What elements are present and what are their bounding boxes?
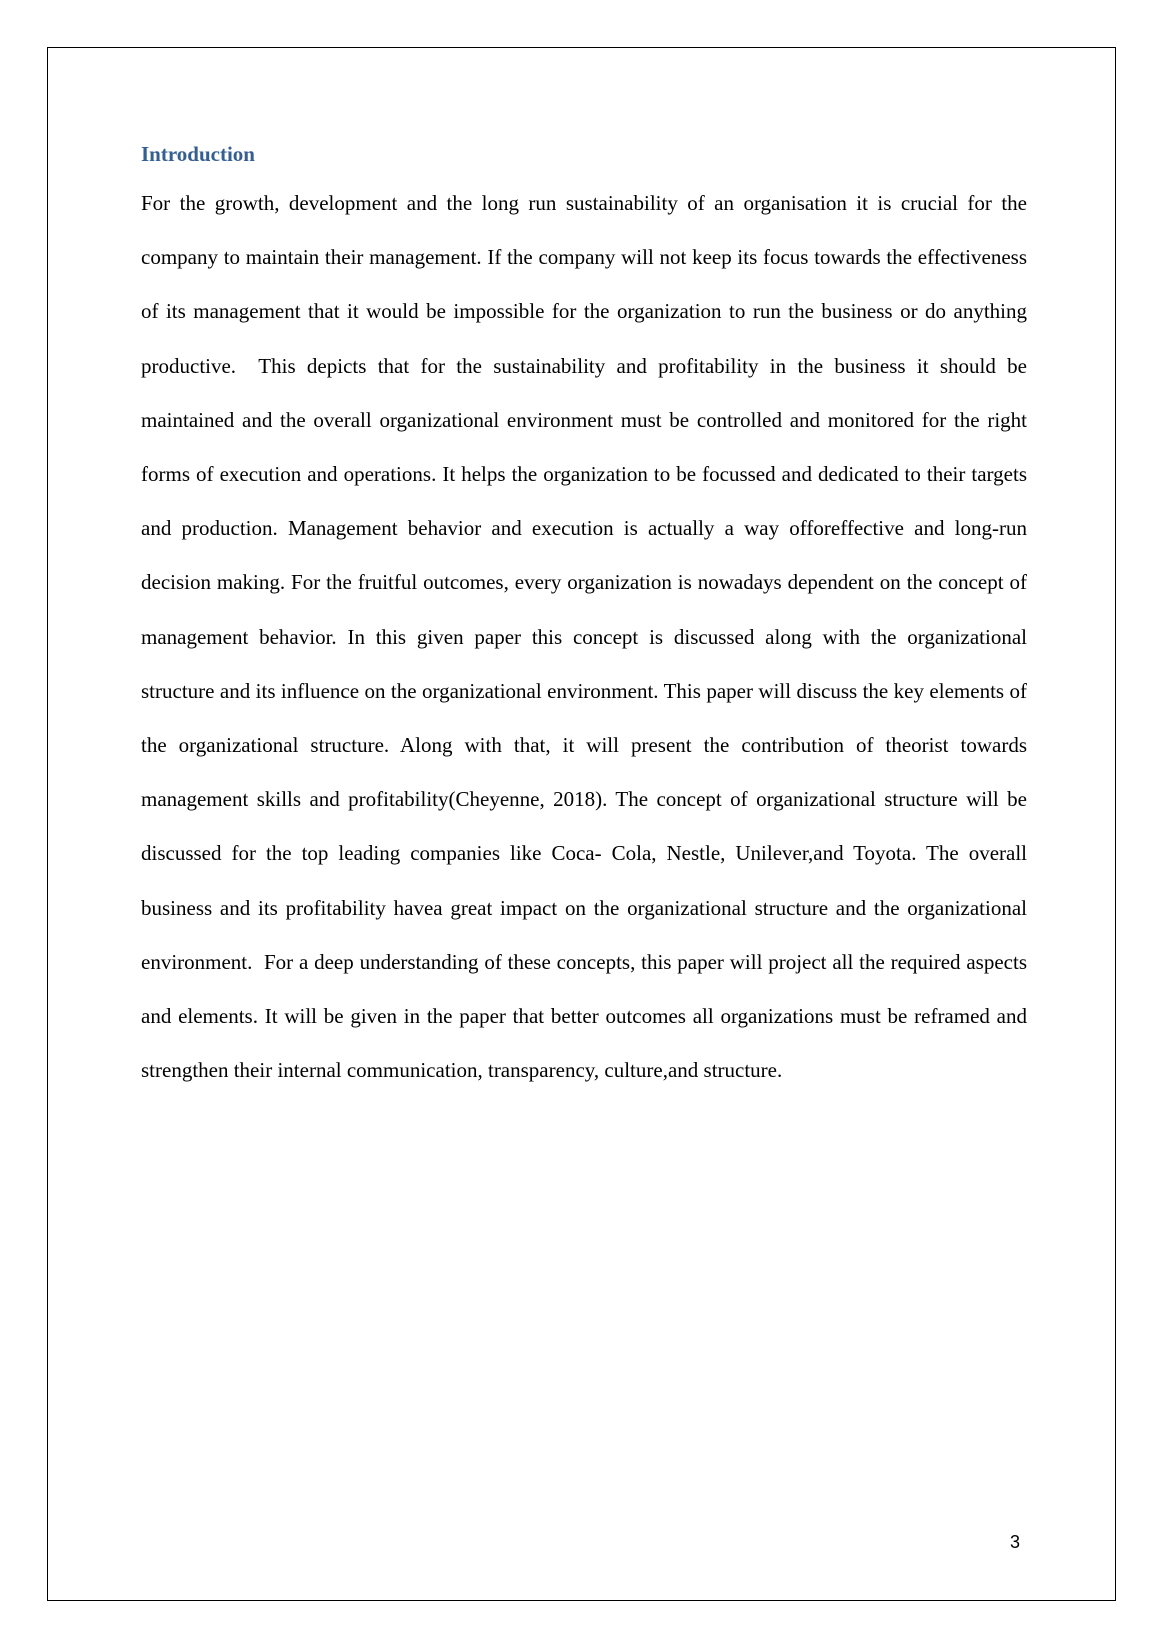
body-paragraph: For the growth, development and the long run sustainability of an organisation it is crucial for the company to maintain their management. If the company will not keep its focus towards the effectiveness of its management that it would be impossible for the organization to run the business or do anything productive. This depicts that for the sustainability and profitability in the business it should be maintained and the overall organizational environment must be controlled and monitored for the right forms of execution and operations. It helps the organization to be focussed and dedicated to their targets and production. Management behavior and execution is actually a way offoreffective and long-run decision making. For the fruitful outcomes, every organization is nowadays dependent on the concept of management behavior. In this given paper this concept is discussed along with the organizational structure and its influence on the organizational environment. This paper will discuss the key elements of the organizational structure. Along with that, it will present the contribution of theorist towards management skills and profitability(Cheyenne, 2018). The concept of organizational structure will be discussed for the top leading companies like Coca- Cola, Nestle, Unilever,and Toyota. The overall business and its profitability havea great impact on the organizational structure and the organizational environment. For a deep understanding of these concepts, this paper will project all the required aspects and elements. It will be given in the paper that better outcomes all organizations must be reframed and strengthen their internal communication, transparency, culture,and structure. <box>141 191 1033 1083</box>
page-number: 3 <box>1010 1532 1021 1552</box>
document-content <box>141 138 1033 1097</box>
section-heading: Introduction <box>141 142 255 166</box>
